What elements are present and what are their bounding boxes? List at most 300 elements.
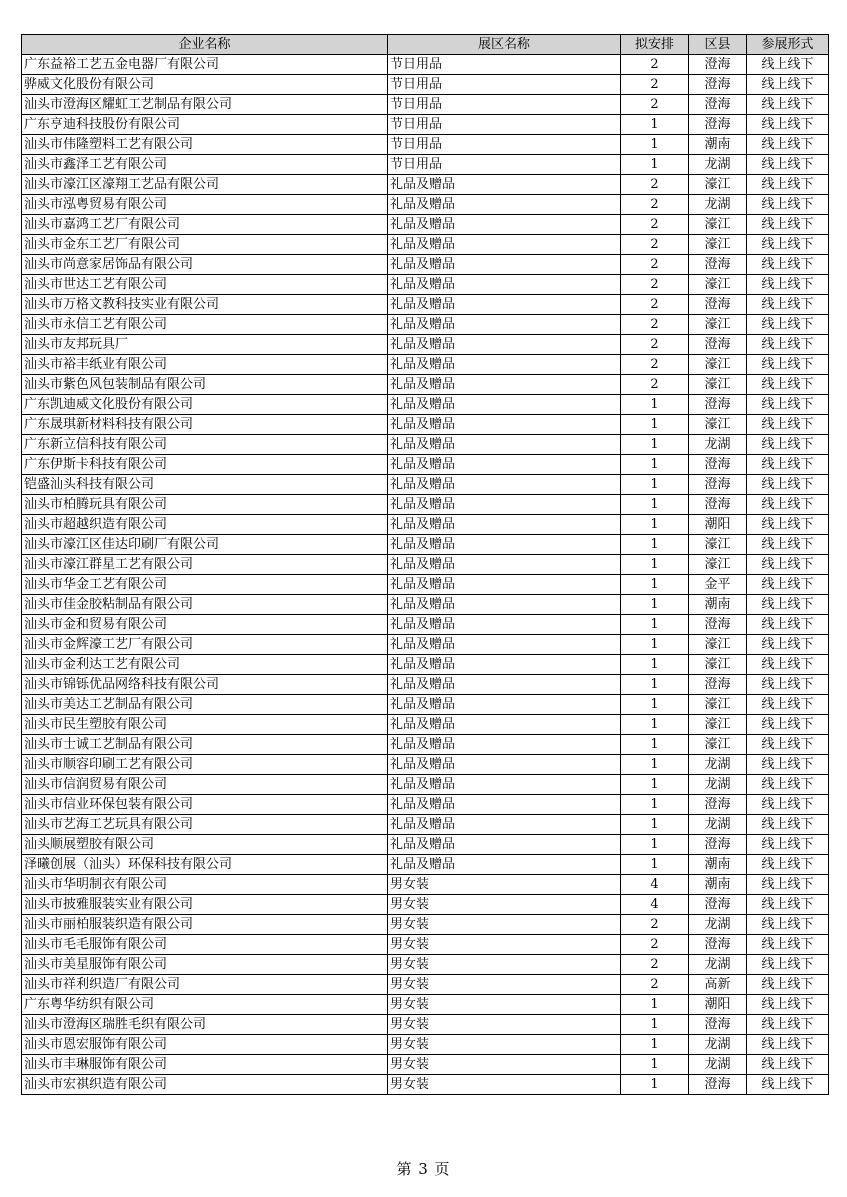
booth-count-cell: 1 [621,595,689,615]
table-row [22,975,829,995]
zone-name-cell: 礼品及赠品 [388,335,621,355]
company-name-cell: 广东凯迪威文化股份有限公司 [22,395,388,415]
booth-count-cell: 1 [621,755,689,775]
table-row [22,475,829,495]
company-name-cell: 广东伊斯卡科技有限公司 [22,455,388,475]
table-row [22,635,829,655]
table-row [22,375,829,395]
table-row [22,215,829,235]
zone-name-cell: 男女装 [388,915,621,935]
booth-count-cell: 1 [621,775,689,795]
exhibit-mode-cell: 线上线下 [747,255,829,275]
exhibit-mode-cell: 线上线下 [747,635,829,655]
exhibit-mode-cell: 线上线下 [747,95,829,115]
county-cell: 澄海 [689,55,747,75]
county-cell: 澄海 [689,1075,747,1095]
table-row [22,555,829,575]
table-row [22,275,829,295]
zone-name-cell: 礼品及赠品 [388,635,621,655]
zone-name-cell: 礼品及赠品 [388,615,621,635]
booth-count-cell: 2 [621,955,689,975]
table-row [22,255,829,275]
booth-count-cell: 1 [621,495,689,515]
booth-count-cell: 1 [621,1075,689,1095]
exhibit-mode-cell: 线上线下 [747,1035,829,1055]
exhibit-mode-cell: 线上线下 [747,795,829,815]
table-row [22,115,829,135]
table-row [22,595,829,615]
company-name-cell: 广东晟琪新材料科技有限公司 [22,415,388,435]
county-cell: 潮南 [689,595,747,615]
zone-name-cell: 礼品及赠品 [388,815,621,835]
table-row [22,1055,829,1075]
exhibit-mode-cell: 线上线下 [747,335,829,355]
exhibit-mode-cell: 线上线下 [747,75,829,95]
table-row [22,315,829,335]
company-name-cell: 汕头市美星服饰有限公司 [22,955,388,975]
exhibit-mode-cell: 线上线下 [747,695,829,715]
exhibit-mode-cell: 线上线下 [747,415,829,435]
booth-count-cell: 1 [621,715,689,735]
header-zone: 展区名称 [388,35,621,55]
zone-name-cell: 礼品及赠品 [388,295,621,315]
county-cell: 澄海 [689,495,747,515]
company-name-cell: 汕头市万格文教科技实业有限公司 [22,295,388,315]
exhibit-mode-cell: 线上线下 [747,935,829,955]
booth-count-cell: 1 [621,635,689,655]
zone-name-cell: 男女装 [388,1035,621,1055]
zone-name-cell: 礼品及赠品 [388,715,621,735]
county-cell: 澄海 [689,615,747,635]
exhibit-mode-cell: 线上线下 [747,315,829,335]
zone-name-cell: 礼品及赠品 [388,315,621,335]
booth-count-cell: 1 [621,395,689,415]
company-name-cell: 汕头市濠江群星工艺有限公司 [22,555,388,575]
booth-count-cell: 1 [621,995,689,1015]
county-cell: 濠江 [689,355,747,375]
table-row [22,515,829,535]
table-row [22,875,829,895]
exhibit-mode-cell: 线上线下 [747,875,829,895]
county-cell: 濠江 [689,315,747,335]
booth-count-cell: 2 [621,315,689,335]
county-cell: 濠江 [689,235,747,255]
county-cell: 澄海 [689,335,747,355]
exhibit-mode-cell: 线上线下 [747,435,829,455]
booth-count-cell: 1 [621,435,689,455]
booth-count-cell: 2 [621,355,689,375]
booth-count-cell: 2 [621,915,689,935]
exhibit-mode-cell: 线上线下 [747,135,829,155]
booth-count-cell: 1 [621,475,689,495]
zone-name-cell: 礼品及赠品 [388,795,621,815]
exhibit-mode-cell: 线上线下 [747,655,829,675]
table-row [22,575,829,595]
table-row [22,935,829,955]
exhibit-mode-cell: 线上线下 [747,215,829,235]
exhibit-mode-cell: 线上线下 [747,115,829,135]
county-cell: 潮阳 [689,995,747,1015]
table-row [22,55,829,75]
exhibit-mode-cell: 线上线下 [747,595,829,615]
company-name-cell: 汕头市永信工艺有限公司 [22,315,388,335]
company-name-cell: 汕头市披雅服装实业有限公司 [22,895,388,915]
zone-name-cell: 节日用品 [388,115,621,135]
county-cell: 澄海 [689,1015,747,1035]
booth-count-cell: 2 [621,195,689,215]
county-cell: 龙湖 [689,435,747,455]
booth-count-cell: 2 [621,295,689,315]
zone-name-cell: 礼品及赠品 [388,235,621,255]
exhibit-mode-cell: 线上线下 [747,815,829,835]
booth-count-cell: 2 [621,255,689,275]
exhibit-mode-cell: 线上线下 [747,355,829,375]
county-cell: 龙湖 [689,155,747,175]
company-name-cell: 汕头市友邦玩具厂 [22,335,388,355]
county-cell: 濠江 [689,535,747,555]
county-cell: 濠江 [689,695,747,715]
company-name-cell: 汕头市濠江区濠翔工艺品有限公司 [22,175,388,195]
table-row [22,775,829,795]
company-name-cell: 汕头市宏祺织造有限公司 [22,1075,388,1095]
zone-name-cell: 男女装 [388,975,621,995]
table-row [22,295,829,315]
table-row [22,615,829,635]
exhibit-mode-cell: 线上线下 [747,715,829,735]
zone-name-cell: 礼品及赠品 [388,475,621,495]
county-cell: 潮阳 [689,515,747,535]
exhibit-mode-cell: 线上线下 [747,835,829,855]
booth-count-cell: 1 [621,555,689,575]
company-name-cell: 汕头市金东工艺厂有限公司 [22,235,388,255]
table-row [22,1035,829,1055]
company-name-cell: 汕头市信业环保包装有限公司 [22,795,388,815]
table-row [22,1075,829,1095]
booth-count-cell: 1 [621,655,689,675]
exhibit-mode-cell: 线上线下 [747,855,829,875]
zone-name-cell: 男女装 [388,895,621,915]
company-name-cell: 汕头市信润贸易有限公司 [22,775,388,795]
exhibit-mode-cell: 线上线下 [747,475,829,495]
county-cell: 龙湖 [689,195,747,215]
company-name-cell: 汕头市丰琳服饰有限公司 [22,1055,388,1075]
company-name-cell: 汕头市丽柏服装织造有限公司 [22,915,388,935]
zone-name-cell: 男女装 [388,1055,621,1075]
booth-count-cell: 1 [621,455,689,475]
booth-count-cell: 2 [621,335,689,355]
zone-name-cell: 男女装 [388,935,621,955]
booth-count-cell: 1 [621,415,689,435]
zone-name-cell: 礼品及赠品 [388,755,621,775]
table-row [22,175,829,195]
exhibit-mode-cell: 线上线下 [747,1015,829,1035]
exhibit-mode-cell: 线上线下 [747,675,829,695]
county-cell: 濠江 [689,715,747,735]
company-name-cell: 汕头市金辉濠工艺厂有限公司 [22,635,388,655]
zone-name-cell: 礼品及赠品 [388,275,621,295]
zone-name-cell: 礼品及赠品 [388,215,621,235]
exhibit-mode-cell: 线上线下 [747,55,829,75]
table-row [22,95,829,115]
exhibit-mode-cell: 线上线下 [747,535,829,555]
county-cell: 澄海 [689,835,747,855]
county-cell: 澄海 [689,455,747,475]
company-name-cell: 汕头市澄海区瑞胜毛织有限公司 [22,1015,388,1035]
zone-name-cell: 礼品及赠品 [388,415,621,435]
county-cell: 澄海 [689,255,747,275]
county-cell: 澄海 [689,115,747,135]
header-row [22,35,829,55]
booth-count-cell: 1 [621,155,689,175]
company-name-cell: 汕头市世达工艺有限公司 [22,275,388,295]
exhibit-mode-cell: 线上线下 [747,375,829,395]
exhibit-mode-cell: 线上线下 [747,615,829,635]
exhibit-mode-cell: 线上线下 [747,895,829,915]
table-body [22,55,829,1095]
booth-count-cell: 4 [621,895,689,915]
county-cell: 澄海 [689,895,747,915]
county-cell: 濠江 [689,655,747,675]
county-cell: 龙湖 [689,915,747,935]
company-name-cell: 汕头市民生塑胶有限公司 [22,715,388,735]
county-cell: 潮南 [689,855,747,875]
zone-name-cell: 男女装 [388,875,621,895]
table-row [22,415,829,435]
booth-count-cell: 2 [621,975,689,995]
exhibit-mode-cell: 线上线下 [747,555,829,575]
exhibitor-table [21,34,829,1095]
table-row [22,495,829,515]
table-row [22,695,829,715]
booth-count-cell: 1 [621,695,689,715]
county-cell: 龙湖 [689,955,747,975]
booth-count-cell: 1 [621,1035,689,1055]
table-row [22,1015,829,1035]
table-row [22,155,829,175]
exhibit-mode-cell: 线上线下 [747,195,829,215]
zone-name-cell: 礼品及赠品 [388,595,621,615]
table-row [22,895,829,915]
booth-count-cell: 2 [621,95,689,115]
county-cell: 濠江 [689,555,747,575]
county-cell: 澄海 [689,295,747,315]
zone-name-cell: 礼品及赠品 [388,435,621,455]
county-cell: 龙湖 [689,1055,747,1075]
county-cell: 濠江 [689,635,747,655]
zone-name-cell: 节日用品 [388,75,621,95]
company-name-cell: 汕头市澄海区耀虹工艺制品有限公司 [22,95,388,115]
booth-count-cell: 1 [621,675,689,695]
table-row [22,655,829,675]
county-cell: 澄海 [689,95,747,115]
zone-name-cell: 礼品及赠品 [388,775,621,795]
zone-name-cell: 节日用品 [388,95,621,115]
booth-count-cell: 1 [621,575,689,595]
zone-name-cell: 礼品及赠品 [388,655,621,675]
zone-name-cell: 礼品及赠品 [388,175,621,195]
company-name-cell: 汕头市华明制衣有限公司 [22,875,388,895]
zone-name-cell: 礼品及赠品 [388,395,621,415]
zone-name-cell: 礼品及赠品 [388,455,621,475]
county-cell: 濠江 [689,275,747,295]
zone-name-cell: 礼品及赠品 [388,675,621,695]
zone-name-cell: 礼品及赠品 [388,515,621,535]
table-row [22,795,829,815]
company-name-cell: 汕头市顺容印刷工艺有限公司 [22,755,388,775]
booth-count-cell: 1 [621,835,689,855]
exhibit-mode-cell: 线上线下 [747,1075,829,1095]
company-name-cell: 汕头市紫色风包装制品有限公司 [22,375,388,395]
booth-count-cell: 1 [621,855,689,875]
company-name-cell: 汕头市美达工艺制品有限公司 [22,695,388,715]
booth-count-cell: 4 [621,875,689,895]
zone-name-cell: 礼品及赠品 [388,535,621,555]
company-name-cell: 汕头市金利达工艺有限公司 [22,655,388,675]
booth-count-cell: 2 [621,55,689,75]
exhibit-mode-cell: 线上线下 [747,955,829,975]
zone-name-cell: 礼品及赠品 [388,835,621,855]
company-name-cell: 汕头市泓粤贸易有限公司 [22,195,388,215]
zone-name-cell: 礼品及赠品 [388,555,621,575]
company-name-cell: 汕头市佳金胶粘制品有限公司 [22,595,388,615]
header-count: 拟安排 [621,35,689,55]
zone-name-cell: 礼品及赠品 [388,255,621,275]
zone-name-cell: 礼品及赠品 [388,735,621,755]
table-row [22,755,829,775]
table-row [22,435,829,455]
company-name-cell: 广东亨迪科技股份有限公司 [22,115,388,135]
county-cell: 澄海 [689,795,747,815]
table-row [22,135,829,155]
county-cell: 金平 [689,575,747,595]
booth-count-cell: 1 [621,795,689,815]
zone-name-cell: 节日用品 [388,135,621,155]
zone-name-cell: 礼品及赠品 [388,575,621,595]
county-cell: 高新 [689,975,747,995]
exhibit-mode-cell: 线上线下 [747,455,829,475]
company-name-cell: 汕头市伟隆塑料工艺有限公司 [22,135,388,155]
county-cell: 龙湖 [689,755,747,775]
company-name-cell: 汕头市嘉鸿工艺厂有限公司 [22,215,388,235]
county-cell: 潮南 [689,135,747,155]
company-name-cell: 汕头市祥利织造厂有限公司 [22,975,388,995]
exhibit-mode-cell: 线上线下 [747,295,829,315]
booth-count-cell: 2 [621,215,689,235]
table-row [22,675,829,695]
booth-count-cell: 1 [621,515,689,535]
table-row [22,75,829,95]
company-name-cell: 汕头市柏腾玩具有限公司 [22,495,388,515]
county-cell: 濠江 [689,215,747,235]
company-name-cell: 汕头市金和贸易有限公司 [22,615,388,635]
company-name-cell: 汕头市裕丰纸业有限公司 [22,355,388,375]
booth-count-cell: 2 [621,275,689,295]
county-cell: 龙湖 [689,775,747,795]
table-row [22,195,829,215]
table-row [22,355,829,375]
exhibit-mode-cell: 线上线下 [747,235,829,255]
zone-name-cell: 礼品及赠品 [388,855,621,875]
company-name-cell: 广东益裕工艺五金电器厂有限公司 [22,55,388,75]
exhibit-mode-cell: 线上线下 [747,755,829,775]
exhibit-mode-cell: 线上线下 [747,395,829,415]
county-cell: 龙湖 [689,1035,747,1055]
zone-name-cell: 节日用品 [388,55,621,75]
company-name-cell: 汕头市尚意家居饰品有限公司 [22,255,388,275]
exhibit-mode-cell: 线上线下 [747,175,829,195]
county-cell: 濠江 [689,735,747,755]
booth-count-cell: 2 [621,375,689,395]
exhibit-mode-cell: 线上线下 [747,915,829,935]
company-name-cell: 广东粤华纺织有限公司 [22,995,388,1015]
exhibit-mode-cell: 线上线下 [747,1055,829,1075]
exhibit-mode-cell: 线上线下 [747,495,829,515]
exhibit-mode-cell: 线上线下 [747,735,829,755]
table-row [22,715,829,735]
zone-name-cell: 男女装 [388,1075,621,1095]
county-cell: 濠江 [689,375,747,395]
exhibit-mode-cell: 线上线下 [747,275,829,295]
booth-count-cell: 2 [621,935,689,955]
exhibit-mode-cell: 线上线下 [747,515,829,535]
company-name-cell: 铠盛汕头科技有限公司 [22,475,388,495]
company-name-cell: 汕头市恩宏服饰有限公司 [22,1035,388,1055]
header-mode: 参展形式 [747,35,829,55]
zone-name-cell: 男女装 [388,955,621,975]
county-cell: 澄海 [689,395,747,415]
table-row [22,735,829,755]
booth-count-cell: 2 [621,235,689,255]
company-name-cell: 汕头市毛毛服饰有限公司 [22,935,388,955]
company-name-cell: 广东新立信科技有限公司 [22,435,388,455]
company-name-cell: 汕头市锦铄优品网络科技有限公司 [22,675,388,695]
county-cell: 澄海 [689,675,747,695]
company-name-cell: 汕头市士诚工艺制品有限公司 [22,735,388,755]
zone-name-cell: 礼品及赠品 [388,695,621,715]
county-cell: 澄海 [689,935,747,955]
header-company: 企业名称 [22,35,388,55]
booth-count-cell: 1 [621,1015,689,1035]
zone-name-cell: 男女装 [388,995,621,1015]
booth-count-cell: 1 [621,1055,689,1075]
booth-count-cell: 2 [621,75,689,95]
exhibit-mode-cell: 线上线下 [747,575,829,595]
table-row [22,235,829,255]
county-cell: 澄海 [689,475,747,495]
booth-count-cell: 1 [621,535,689,555]
zone-name-cell: 节日用品 [388,155,621,175]
table-row [22,835,829,855]
company-name-cell: 汕头市超越织造有限公司 [22,515,388,535]
header-county: 区县 [689,35,747,55]
zone-name-cell: 男女装 [388,1015,621,1035]
company-name-cell: 汕头顺展塑胶有限公司 [22,835,388,855]
exhibit-mode-cell: 线上线下 [747,995,829,1015]
exhibit-mode-cell: 线上线下 [747,155,829,175]
booth-count-cell: 1 [621,815,689,835]
table-row [22,995,829,1015]
booth-count-cell: 1 [621,735,689,755]
county-cell: 濠江 [689,415,747,435]
county-cell: 澄海 [689,75,747,95]
booth-count-cell: 1 [621,615,689,635]
company-name-cell: 汕头市濠江区佳达印刷厂有限公司 [22,535,388,555]
table-row [22,335,829,355]
table-row [22,535,829,555]
page-number: 第 3 页 [396,1160,451,1178]
table-row [22,915,829,935]
county-cell: 潮南 [689,875,747,895]
